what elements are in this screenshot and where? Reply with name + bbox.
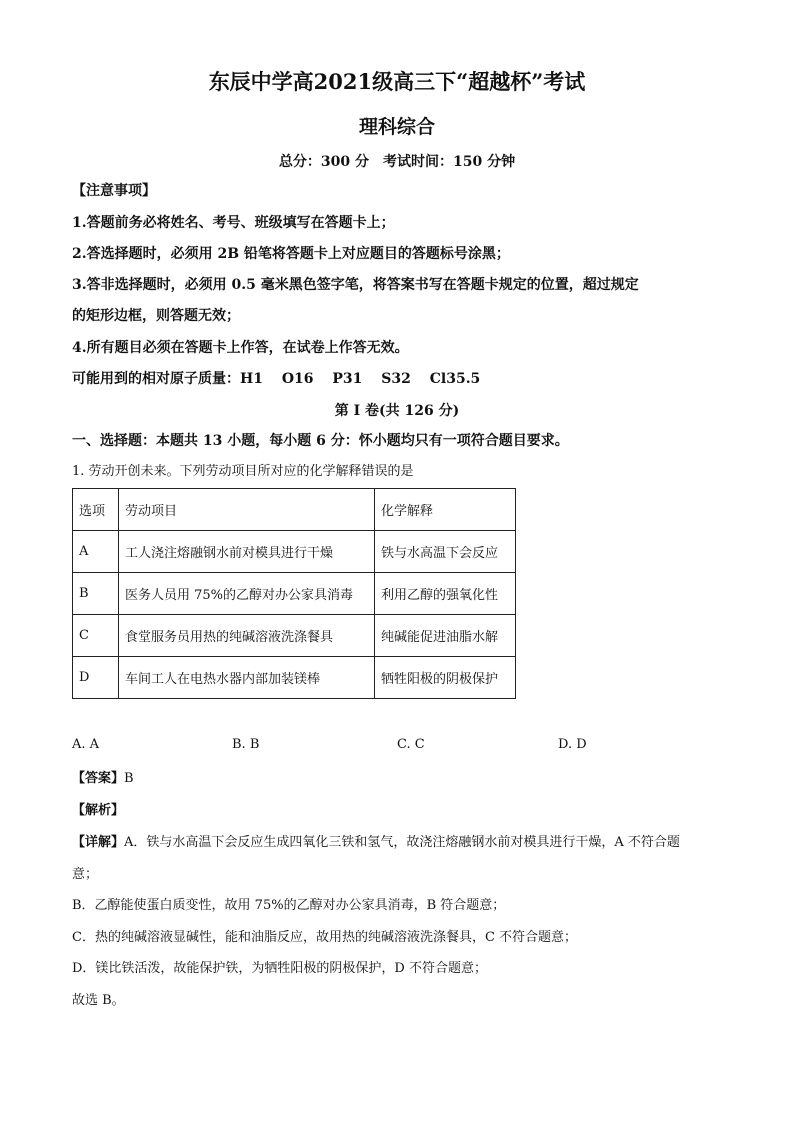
table-header-row xyxy=(73,489,516,531)
table-cell: D xyxy=(73,657,119,699)
analysis-line xyxy=(72,799,124,818)
notice-item-3: 3.答非选择题时，必须用 0.5 毫米黑色签字笔，将答案书写在答题卡规定的位置，超过规定 xyxy=(72,277,639,293)
question-stem: 1. 劳动开创未来。下列劳动项目所对应的化学解释错误的是 xyxy=(72,464,414,479)
question-table xyxy=(72,488,516,699)
table-row xyxy=(73,657,516,699)
detail-line-2: 意； xyxy=(72,867,99,882)
atomic-mass: 可能用到的相对原子质量：H1 O16 P31 S32 Cl35.5 xyxy=(72,371,481,387)
option-a: A. A xyxy=(72,737,100,752)
table-row xyxy=(73,531,516,573)
section-instruction: 一、选择题：本题共 13 小题，每小题 6 分：怀小题均只有一项符合题目要求。 xyxy=(72,433,569,449)
detail-line-4: C．热的纯碱溶液显碱性，能和油脂反应，故用热的纯碱溶液洗涤餐具，C 不符合题意； xyxy=(72,930,578,945)
option-c: C. C xyxy=(397,737,425,752)
table-cell: 纯碱能促进油脂水解 xyxy=(375,615,516,657)
notice-heading: 【注意事项】 xyxy=(72,183,156,199)
analysis-tag: 【解析】 xyxy=(72,803,125,818)
answer-value: B xyxy=(124,771,134,786)
table-cell: 食堂服务员用热的纯碱溶液洗涤餐具 xyxy=(119,615,375,657)
table-header-cell: 劳动项目 xyxy=(119,489,375,531)
table-row xyxy=(73,573,516,615)
table-cell: C xyxy=(73,615,119,657)
detail-tag: 【详解】 xyxy=(72,835,125,850)
exam-title: 东辰中学高2021级高三下“超越杯”考试 xyxy=(208,69,586,94)
answer-line xyxy=(72,767,134,786)
detail-line-5: D．镁比铁活泼，故能保护铁，为牺牲阳极的阴极保护，D 不符合题意； xyxy=(72,961,487,976)
answer-tag: 【答案】 xyxy=(72,771,125,786)
notice-item-1: 1.答题前务必将姓名、考号、班级填写在答题卡上； xyxy=(72,215,395,231)
table-cell: 铁与水高温下会反应 xyxy=(375,531,516,573)
table-cell: 车间工人在电热水器内部加装镁棒 xyxy=(119,657,375,699)
exam-subject: 理科综合 xyxy=(358,116,435,138)
table-row xyxy=(73,615,516,657)
table-header-cell: 选项 xyxy=(73,489,119,531)
option-d: D. D xyxy=(558,737,587,752)
detail-line-1 xyxy=(72,831,732,850)
table-cell: 医务人员用 75%的乙醇对办公家具消毒 xyxy=(119,573,375,615)
table-cell: 牺牲阳极的阴极保护 xyxy=(375,657,516,699)
option-b: B. B xyxy=(232,737,260,752)
table-cell: B xyxy=(73,573,119,615)
table-header-cell: 化学解释 xyxy=(375,489,516,531)
exam-meta: 总分：300 分 考试时间：150 分钟 xyxy=(278,154,516,170)
table-cell: 工人浇注熔融钢水前对模具进行干燥 xyxy=(119,531,375,573)
notice-item-3-cont: 的矩形边框，则答题无效； xyxy=(72,308,240,324)
notice-item-4: 4.所有题目必须在答题卡上作答，在试卷上作答无效。 xyxy=(72,340,409,356)
notice-item-2: 2.答选择题时，必须用 2B 铅笔将答题卡上对应题目的答题标号涂黑； xyxy=(72,246,510,262)
table-cell: A xyxy=(73,531,119,573)
detail-line-6: 故选 B。 xyxy=(72,993,125,1008)
detail-text: A．铁与水高温下会反应生成四氧化三铁和氢气，故浇注熔融钢水前对模具进行干燥，A 不符合题 xyxy=(124,835,680,850)
detail-line-3: B．乙醇能使蛋白质变性，故用 75%的乙醇对办公家具消毒，B 符合题意； xyxy=(72,898,506,913)
table-cell: 利用乙醇的强氧化性 xyxy=(375,573,516,615)
part-title: 第 I 卷(共 126 分) xyxy=(334,403,460,419)
